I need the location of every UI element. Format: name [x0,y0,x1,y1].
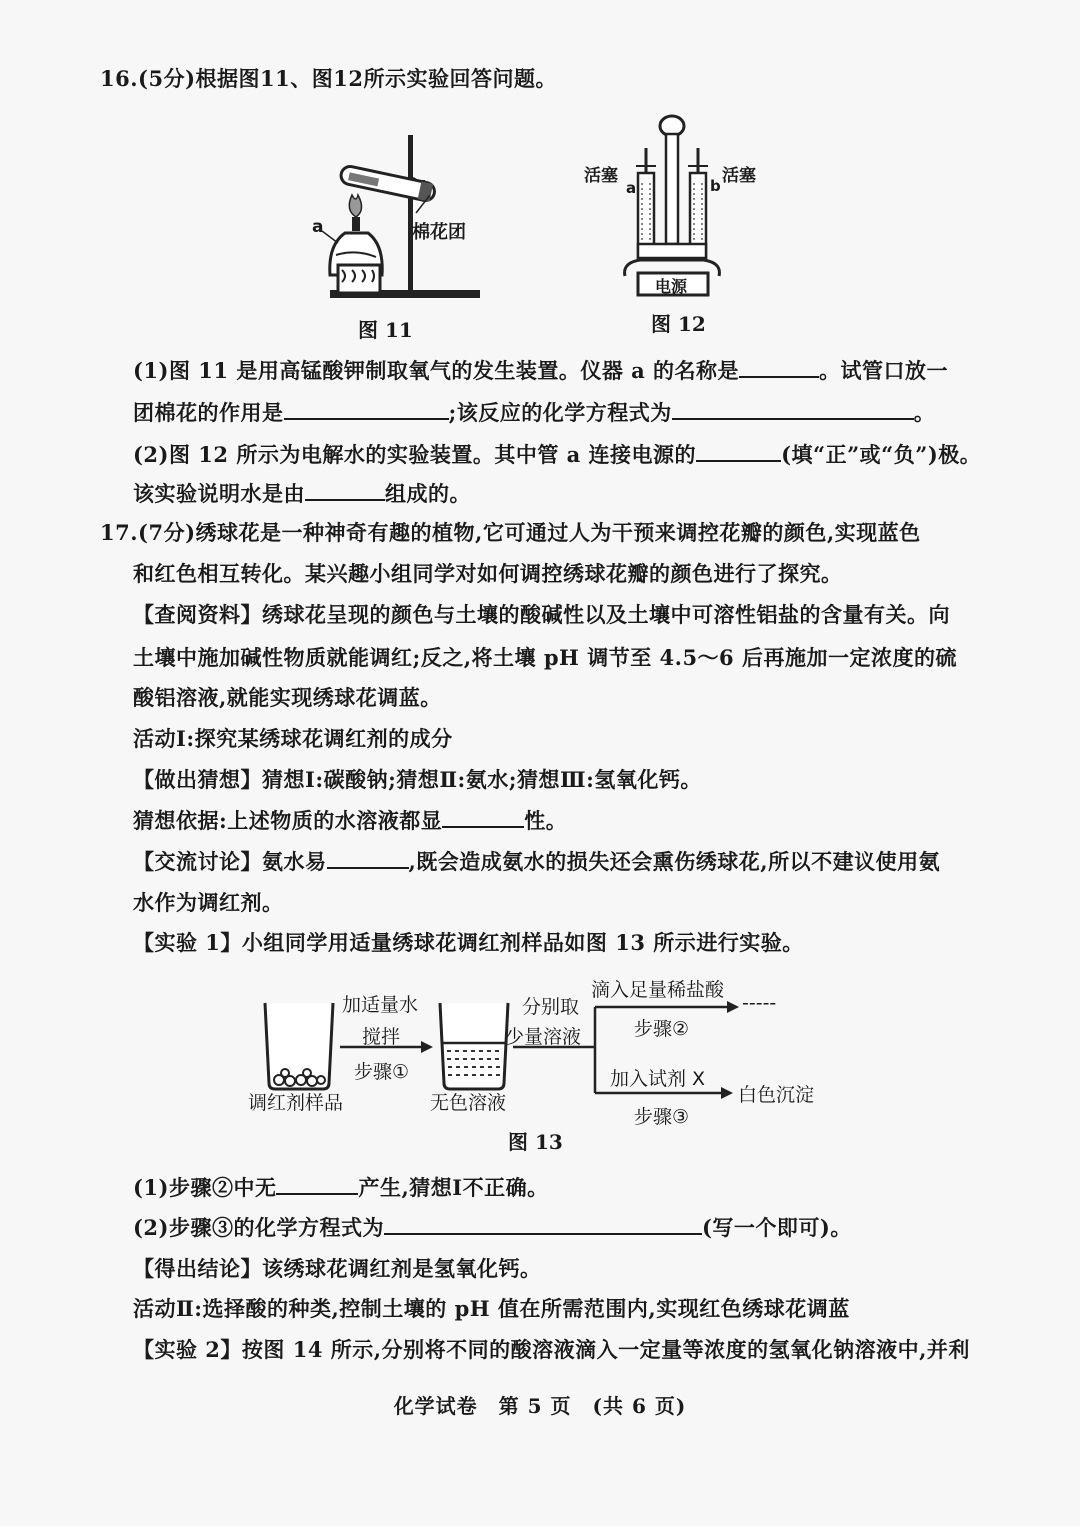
q16-p1-text-d: ;该反应的化学方程式为 [448,400,672,425]
q17-activity2: 活动Ⅱ:选择酸的种类,控制土壤的 pH 值在所需范围内,实现红色绣球花调蓝 [133,1296,850,1321]
q17-step-q1 [133,1173,549,1203]
answer-blank-instrument-a[interactable] [739,356,819,378]
page-footer: 化学试卷 第 5 页 (共 6 页) [393,1394,687,1418]
q17-l8-text-a: 猜想依据:上述物质的水溶液都显 [133,808,443,833]
fig13-step3: 步骤③ [634,1106,690,1128]
fig12-caption: 图 12 [651,312,706,336]
q16-p1-text-c: 团棉花的作用是 [133,400,284,425]
fig13-step2: 步骤② [634,1018,690,1040]
q17-line8 [133,806,567,836]
q17-s1-text-a: (1)步骤②中无 [133,1175,277,1200]
q16-p2-text-a: (2)图 12 所示为电解水的实验装置。其中管 a 连接电源的 [133,442,697,467]
fig13-add-hcl: 滴入足量稀盐酸 [591,979,725,1001]
q17-line5: 酸铝溶液,就能实现绣球花调蓝。 [133,685,442,710]
q16-p1-text-e: 。 [913,400,936,425]
fig12-label-b: b [710,177,721,195]
fig13-precip: 白色沉淀 [738,1084,815,1106]
answer-blank-ammonia[interactable] [327,847,409,869]
q16-part1-line1 [133,356,948,386]
q17-s1-text-b: 产生,猜想Ⅰ不正确。 [358,1175,549,1200]
q17-conclusion: 【得出结论】该绣球花调红剂是氢氧化钙。 [133,1256,542,1281]
q17-line3: 【查阅资料】绣球花呈现的颜色与土壤的酸碱性以及土壤中可溶性铝盐的含量有关。向 [133,602,950,627]
q17-line1: 17.(7分)绣球花是一种神奇有趣的植物,它可通过人为干预来调控花瓣的颜色,实现蓝色 [100,520,921,545]
q17-line9 [133,847,940,877]
answer-blank-equation-2[interactable] [384,1213,702,1235]
fig12-label-valve-left: 活塞 [584,166,618,186]
q16-p2-text-d: 组成的。 [385,481,471,506]
fig12-label-a: a [626,179,637,197]
answer-blank-cotton-purpose[interactable] [284,398,449,420]
q17-line4: 土壤中施加碱性物质就能调红;反之,将土壤 pH 调节至 4.5～6 后再施加一定浓度的硫 [133,645,957,670]
answer-blank-property[interactable] [442,806,524,828]
q17-line10: 水作为调红剂。 [133,890,284,915]
q16-part2-line1 [133,440,981,470]
q17-step-q2 [133,1213,852,1243]
q17-s2-text-b: (写一个即可)。 [701,1215,852,1240]
q16-p2-text-b: (填“正”或“负”)极。 [781,442,982,467]
fig13-step1: 步骤① [354,1061,410,1083]
q16-header: 16.(5分)根据图11、图12所示实验回答问题。 [100,66,557,91]
q16-p1-text-a: (1)图 11 是用高锰酸钾制取氧气的发生装置。仪器 a 的名称是 [133,358,740,383]
fig12-label-power: 电源 [655,277,688,296]
fig13-add-x: 加入试剂 X [610,1068,706,1090]
answer-blank-equation-1[interactable] [672,398,914,420]
answer-blank-phenomenon[interactable] [276,1173,358,1195]
fig13-small: 少量溶液 [505,1026,582,1048]
q16-part2-line2 [133,479,471,509]
figure-11-apparatus [300,125,500,305]
fig12-label-valve-right: 活塞 [722,166,756,186]
q17-line11: 【实验 1】小组同学用适量绣球花调红剂样品如图 13 所示进行实验。 [133,930,804,955]
q17-line7: 【做出猜想】猜想Ⅰ:碳酸钠;猜想Ⅱ:氨水;猜想Ⅲ:氢氧化钙。 [133,767,702,792]
q16-p2-text-c: 该实验说明水是由 [133,481,305,506]
q17-line2: 和红色相互转化。某兴趣小组同学对如何调控绣球花瓣的颜色进行了探究。 [133,561,843,586]
answer-blank-composition[interactable] [305,479,385,501]
fig13-caption: 图 13 [508,1130,563,1154]
q16-part1-line2 [133,398,935,428]
fig13-sample: 调红剂样品 [248,1092,344,1114]
q17-experiment2: 【实验 2】按图 14 所示,分别将不同的酸溶液滴入一定量等浓度的氢氧化钠溶液中,并利 [133,1337,970,1362]
q17-l8-text-b: 性。 [524,808,568,833]
fig11-caption: 图 11 [358,318,413,342]
answer-blank-electrode[interactable] [696,440,781,462]
fig13-add-water: 加适量水 [342,994,419,1016]
fig13-stir: 搅拌 [362,1026,401,1048]
fig13-dashes: ----- [742,992,777,1014]
q17-line6: 活动Ⅰ:探究某绣球花调红剂的成分 [133,726,453,751]
q17-l9-text-a: 【交流讨论】氨水易 [133,849,327,874]
q17-l9-text-b: ,既会造成氨水的损失还会熏伤绣球花,所以不建议使用氨 [408,849,941,874]
fig13-solution: 无色溶液 [430,1092,507,1114]
fig11-label-a: a [312,217,324,237]
fig13-take: 分别取 [522,996,580,1018]
q17-s2-text-a: (2)步骤③的化学方程式为 [133,1215,384,1240]
fig11-label-cotton: 棉花团 [412,222,466,243]
q16-p1-text-b: 。试管口放一 [819,358,949,383]
